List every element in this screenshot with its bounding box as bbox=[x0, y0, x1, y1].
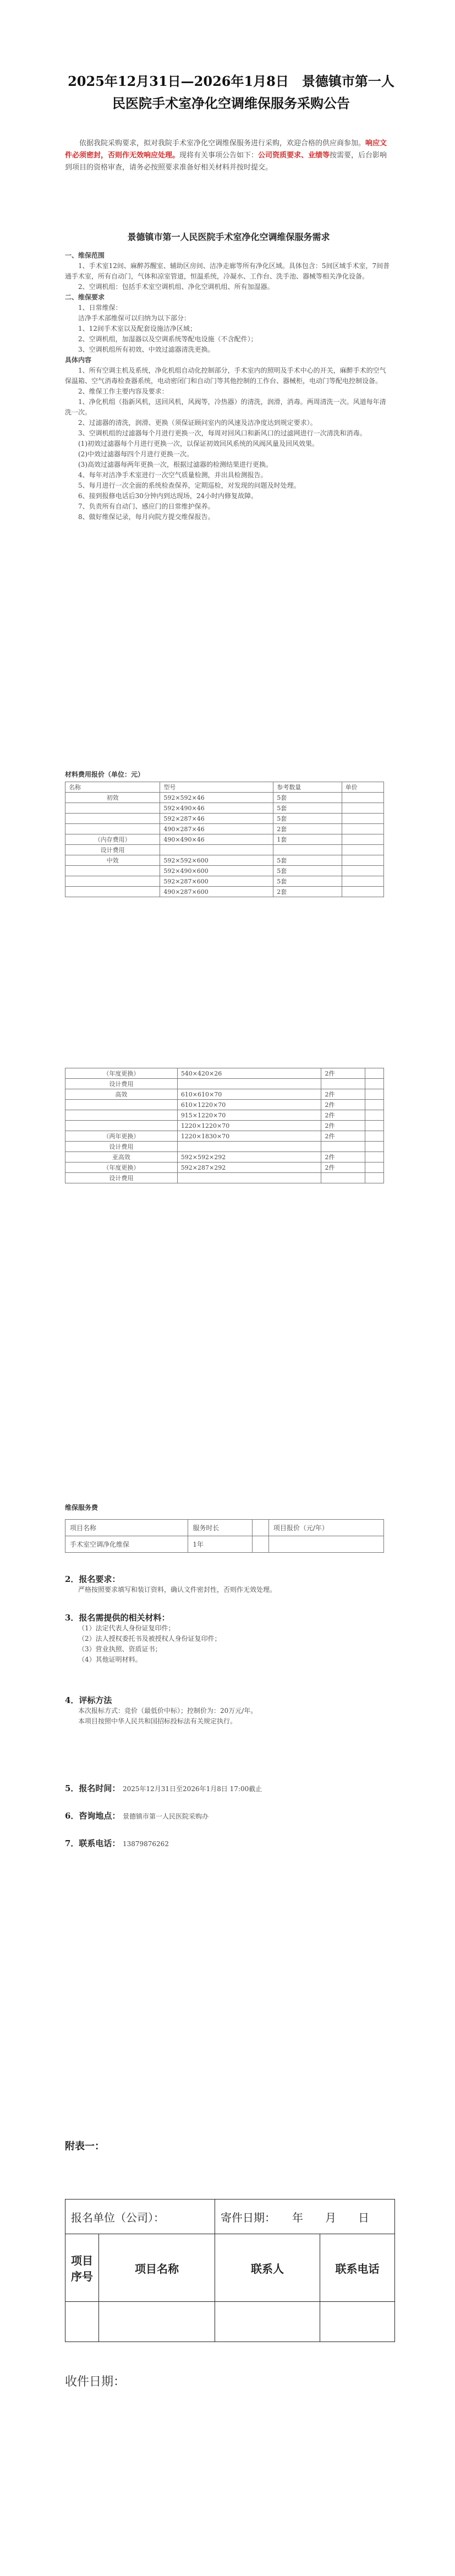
intro-text-3: 按需要，后台影响到项目的资格审查，请务必按照要求准备好相关材料并按时提交。 bbox=[65, 151, 387, 172]
table-row bbox=[65, 814, 384, 824]
cell-qty: 2件 bbox=[321, 1089, 365, 1100]
day-label: 日 bbox=[358, 2211, 369, 2224]
cell-price bbox=[342, 866, 383, 876]
cell-price bbox=[365, 1121, 384, 1131]
material-price-table-2 bbox=[65, 1068, 384, 1183]
table-row bbox=[65, 1100, 384, 1110]
cell-cat bbox=[65, 814, 160, 824]
cell-price bbox=[365, 1079, 384, 1089]
cell-seq[interactable] bbox=[65, 2302, 99, 2342]
cell-qty: 5套 bbox=[273, 803, 342, 814]
intro-highlight-2: 公司资质要求、业绩等 bbox=[258, 151, 330, 160]
requirement-line: 2、空调机组，加湿器以及空调系统等配电设施（不含配件）； bbox=[78, 335, 257, 343]
cell-cat bbox=[65, 824, 160, 834]
cell-cat bbox=[65, 1100, 178, 1110]
list-item: （4）其他证明材料。 bbox=[78, 1656, 142, 1663]
unit-cell[interactable] bbox=[65, 2200, 215, 2234]
cell-model: 490×287×46 bbox=[160, 824, 273, 834]
table-row bbox=[65, 1163, 384, 1173]
list-item: （3）营业执照、资质证书； bbox=[78, 1645, 162, 1653]
section-2-title: 2．报名要求： bbox=[65, 1574, 120, 1584]
registration-form-table bbox=[65, 2199, 395, 2342]
cell-cat: 设计费用 bbox=[65, 1142, 178, 1152]
cell-qty bbox=[321, 1142, 365, 1152]
cell-model bbox=[177, 1079, 321, 1089]
cell-cat: 设计费用 bbox=[65, 845, 160, 855]
svc-cell-blank bbox=[252, 1536, 268, 1553]
section-5-body: 2025年12月31日至2026年1月8日 17:00截止 bbox=[122, 1785, 262, 1793]
header-price: 单价 bbox=[342, 782, 383, 793]
intro-text-2: 现将有关事项公告如下： bbox=[179, 151, 259, 160]
section-7-body: 13879876262 bbox=[122, 1840, 169, 1848]
cell-model: 592×287×46 bbox=[160, 814, 273, 824]
requirement-line: (2)中效过滤器每四个月进行更换一次。 bbox=[78, 450, 193, 458]
requirement-line: 1、手术室12间、麻醉苏醒室、辅助区房间、洁净走廊等所有净化区域。具体包含：5间区域手术室，7间普通手术室，所有自动门，气体和凉室管道，恒温系统，冷凝水、工作台、洗手池、器械等相关净化设备。 bbox=[65, 262, 390, 280]
cell-cat: 高效 bbox=[65, 1089, 178, 1100]
section-signup-requirements bbox=[65, 1574, 392, 1595]
intro-text-1: 依据我院采购要求，拟对我院手术室净化空调维保服务进行采购，欢迎合格的供应商参加。 bbox=[79, 139, 366, 148]
table-row bbox=[65, 824, 384, 834]
intro-highlight-1: 响应文件必须密封，否则作无效响应处理。 bbox=[65, 139, 387, 160]
svc-header-blank bbox=[252, 1520, 268, 1536]
section-3-title: 3．报名需提供的相关材料： bbox=[65, 1613, 170, 1623]
header-phone: 联系电话 bbox=[320, 2234, 395, 2302]
svc-header-price: 项目报价（元/年） bbox=[268, 1520, 383, 1536]
cell-cat: 中效 bbox=[65, 855, 160, 866]
svc-header-name: 项目名称 bbox=[65, 1520, 188, 1536]
cell-qty: 5套 bbox=[273, 793, 342, 803]
cell-price bbox=[365, 1131, 384, 1142]
cell-qty bbox=[273, 845, 342, 855]
table-row bbox=[65, 1142, 384, 1152]
section-4-note: 本项目按照中华人民共和国招标投标法有关规定执行。 bbox=[78, 1717, 237, 1725]
cell-qty: 2件 bbox=[321, 1100, 365, 1110]
requirement-line: 2、维保工作主要内容及要求： bbox=[78, 388, 168, 395]
cell-cat: （两年更换） bbox=[65, 1131, 178, 1142]
header-qty: 参考数量 bbox=[273, 782, 342, 793]
cell-price bbox=[365, 1100, 384, 1110]
cell-model: 610×610×70 bbox=[177, 1089, 321, 1100]
cell-price bbox=[342, 834, 383, 845]
section-7-title: 7．联系电话： bbox=[65, 1838, 116, 1848]
cell-cat: 亚高效 bbox=[65, 1152, 178, 1163]
cell-qty bbox=[321, 1079, 365, 1089]
cell-cat bbox=[65, 876, 160, 887]
cell-model bbox=[160, 845, 273, 855]
cell-model bbox=[177, 1173, 321, 1183]
table-row bbox=[65, 793, 384, 803]
cell-model: 1220×1220×70 bbox=[177, 1121, 321, 1131]
cell-price bbox=[342, 855, 383, 866]
section-5-title: 5．报名时间： bbox=[65, 1783, 116, 1793]
table-row bbox=[65, 1110, 384, 1121]
month-label: 月 bbox=[325, 2211, 336, 2224]
section-evaluation bbox=[65, 1695, 392, 1727]
cell-model: 610×1220×70 bbox=[177, 1100, 321, 1110]
section-location bbox=[65, 1811, 392, 1822]
header-model: 型号 bbox=[160, 782, 273, 793]
cell-contact[interactable] bbox=[215, 2302, 320, 2342]
cell-qty: 2件 bbox=[321, 1110, 365, 1121]
cell-qty: 2套 bbox=[273, 824, 342, 834]
cell-price bbox=[365, 1068, 384, 1079]
cell-price bbox=[365, 1173, 384, 1183]
cell-model: 592×592×600 bbox=[160, 855, 273, 866]
cell-price bbox=[342, 824, 383, 834]
requirement-line: (1)初效过滤器每个月进行更换一次，以保证初效回风系统的风阀风量及回风效果。 bbox=[78, 440, 319, 447]
section-materials bbox=[65, 1613, 392, 1665]
table-row bbox=[65, 2200, 395, 2234]
cell-price bbox=[342, 803, 383, 814]
cell-qty: 5套 bbox=[273, 866, 342, 876]
header-seq: 项目序号 bbox=[65, 2234, 99, 2302]
requirements-list bbox=[65, 250, 392, 522]
cell-price bbox=[342, 814, 383, 824]
section-signup-time bbox=[65, 1783, 392, 1794]
table-row bbox=[65, 1173, 384, 1183]
table-row bbox=[65, 1536, 384, 1553]
date-cell[interactable] bbox=[215, 2200, 395, 2234]
requirement-line: 5、每月进行一次全面的系统检查保养，定期巡检，对发现的问题及时处理。 bbox=[78, 482, 300, 489]
cell-qty: 2件 bbox=[321, 1068, 365, 1079]
cell-qty: 2套 bbox=[273, 887, 342, 897]
cell-model: 592×287×292 bbox=[177, 1163, 321, 1173]
table-row bbox=[65, 834, 384, 845]
requirement-line: 7、负责所有自动门、感应门的日常维护保养。 bbox=[78, 503, 215, 510]
cell-model: 592×287×600 bbox=[160, 876, 273, 887]
requirement-line: 4、每年对洁净手术室进行一次空气质量检测，并出具检测报告。 bbox=[78, 471, 267, 479]
requirement-line: 1、所有空调主机及系统，净化机组自动化控制部分，手术室内的照明及手术中心的开关，麻醉手术的空气保温箱、空气消毒检查器系统，电动密闭门和自动门等其他控制的工作台、器械柜，电动门等配电控制设备。 bbox=[65, 367, 386, 385]
requirement-line: 一、维保范围 bbox=[65, 252, 105, 259]
cell-model: 592×490×600 bbox=[160, 866, 273, 876]
cell-cat bbox=[65, 1110, 178, 1121]
cell-model: 592×592×46 bbox=[160, 793, 273, 803]
cell-qty: 2件 bbox=[321, 1131, 365, 1142]
requirement-line: 2、空调机组：包括手术室空调机组、净化空调机组、所有加湿器。 bbox=[78, 283, 274, 291]
requirement-line: 2、过滤器的清洗，润滑、更换（须保证顾问室内的风速及洁净度达到规定要求）。 bbox=[78, 419, 317, 427]
intro-paragraph bbox=[65, 138, 392, 174]
cell-cat bbox=[65, 1121, 178, 1131]
cell-price bbox=[342, 887, 383, 897]
table-row[interactable] bbox=[65, 2302, 395, 2342]
cell-cat: （年度更换） bbox=[65, 1163, 178, 1173]
table-row bbox=[65, 887, 384, 897]
cell-price bbox=[365, 1089, 384, 1100]
requirement-line: 6、接到报修电话后30分钟内到达现场，24小时内修复故障。 bbox=[78, 492, 258, 500]
header-contact: 联系人 bbox=[215, 2234, 320, 2302]
cell-model: 915×1220×70 bbox=[177, 1110, 321, 1121]
cell-model: 490×490×46 bbox=[160, 834, 273, 845]
page-title: 2025年12月31日—2026年1月8日 景德镇市第一人民医院手术室净化空调维保服务采购公告 bbox=[68, 73, 394, 111]
material-price-table bbox=[65, 782, 384, 897]
requirement-line: 3、空调机组的过滤器每个月进行更换一次，每周对回风口和新风口的过滤网进行一次清洗和消毒。 bbox=[78, 429, 366, 437]
cell-qty bbox=[321, 1173, 365, 1183]
list-item: （1）法定代表人身份证复印件； bbox=[78, 1624, 175, 1632]
cell-model: 592×490×46 bbox=[160, 803, 273, 814]
requirement-line: 二、维保要求 bbox=[65, 293, 105, 301]
cell-price bbox=[365, 1152, 384, 1163]
date-label: 寄件日期： bbox=[221, 2211, 270, 2224]
cell-project[interactable] bbox=[99, 2302, 215, 2342]
cell-cat bbox=[65, 887, 160, 897]
requirement-line: 3、空调机组所有初效、中效过滤器清洗更换。 bbox=[78, 346, 215, 353]
cell-cat: （年度更换） bbox=[65, 1068, 178, 1079]
cell-model bbox=[177, 1142, 321, 1152]
table-header-row bbox=[65, 1520, 384, 1536]
table-row bbox=[65, 1089, 384, 1100]
list-item: （2）法人授权委托书及被授权人身份证复印件； bbox=[78, 1635, 221, 1642]
requirement-line: 洁净手术部维保可以归纳为以下部分： bbox=[78, 314, 191, 322]
section-6-title: 6．咨询地点： bbox=[65, 1811, 116, 1821]
cell-price bbox=[365, 1142, 384, 1152]
cell-qty: 2件 bbox=[321, 1163, 365, 1173]
svc-cell-name: 手术室空调净化维保 bbox=[65, 1536, 188, 1553]
cell-qty: 5套 bbox=[273, 876, 342, 887]
cell-qty: 2件 bbox=[321, 1121, 365, 1131]
cell-phone[interactable] bbox=[320, 2302, 395, 2342]
section-2-body: 严格按照要求填写和装订资料，确认文件密封性，否则作无效处理。 bbox=[78, 1586, 277, 1593]
table-row bbox=[65, 803, 384, 814]
requirements-title: 景德镇市第一人民医院手术室净化空调维保服务需求 bbox=[127, 232, 330, 242]
cell-cat: 设计费用 bbox=[65, 1173, 178, 1183]
table-row bbox=[65, 1068, 384, 1079]
cell-qty: 5套 bbox=[273, 855, 342, 866]
cell-model: 1220×1830×70 bbox=[177, 1131, 321, 1142]
cell-cat: 设计费用 bbox=[65, 1079, 178, 1089]
requirement-line: 具体内容 bbox=[65, 356, 92, 364]
cell-cat bbox=[65, 803, 160, 814]
requirement-line: 1、12间手术室以及配套设施洁净区域； bbox=[78, 325, 196, 332]
table-row bbox=[65, 1131, 384, 1142]
service-table-label: 维保服务费 bbox=[65, 1504, 98, 1511]
cell-price bbox=[342, 845, 383, 855]
cell-price bbox=[342, 876, 383, 887]
table-row bbox=[65, 855, 384, 866]
unit-label: 报名单位（公司）： bbox=[71, 2211, 165, 2224]
section-contact bbox=[65, 1838, 392, 1849]
header-project: 项目名称 bbox=[99, 2234, 215, 2302]
header-name: 名称 bbox=[65, 782, 160, 793]
cell-model: 540×420×26 bbox=[177, 1068, 321, 1079]
table-row bbox=[65, 1121, 384, 1131]
section-6-body: 景德镇市第一人民医院采购办 bbox=[122, 1813, 209, 1820]
cell-cat: 初效 bbox=[65, 793, 160, 803]
service-price-table bbox=[65, 1519, 384, 1553]
table-row bbox=[65, 866, 384, 876]
requirement-line: (3)高效过滤器每两年更换一次，根据过滤器的检测结果进行更换。 bbox=[78, 461, 273, 468]
requirement-line: 8、做好维保记录，每月向院方提交维保报告。 bbox=[78, 513, 215, 521]
table-row bbox=[65, 1079, 384, 1089]
cell-model: 490×287×600 bbox=[160, 887, 273, 897]
section-4-body: 本次报标方式：竞价（最低价中标）；控制价为：20万元/年。 bbox=[78, 1707, 257, 1715]
material-table-title: 材料费用报价（单位：元） bbox=[65, 771, 145, 778]
received-date-label: 收件日期： bbox=[65, 2375, 126, 2389]
table-header-row bbox=[65, 2234, 395, 2302]
cell-model: 592×592×292 bbox=[177, 1152, 321, 1163]
table-row bbox=[65, 876, 384, 887]
section-4-title: 4．评标方法 bbox=[65, 1695, 112, 1705]
cell-cat bbox=[65, 866, 160, 876]
cell-qty: 2件 bbox=[321, 1152, 365, 1163]
cell-price bbox=[365, 1163, 384, 1173]
table-row bbox=[65, 1152, 384, 1163]
cell-qty: 5套 bbox=[273, 814, 342, 824]
svc-header-duration: 服务时长 bbox=[188, 1520, 252, 1536]
annex-title: 附表一： bbox=[65, 2141, 105, 2152]
requirement-line: 1、净化机组（指新风机，送回风机，风阀等，冷热器）的清洗，润滑，消毒。两周清洗一次。风道每年清洗一次。 bbox=[65, 398, 386, 416]
table-header-row bbox=[65, 782, 384, 793]
svc-cell-duration: 1年 bbox=[188, 1536, 252, 1553]
table-row bbox=[65, 845, 384, 855]
year-label: 年 bbox=[292, 2211, 303, 2224]
cell-price bbox=[365, 1110, 384, 1121]
cell-qty: 1套 bbox=[273, 834, 342, 845]
svc-cell-price bbox=[268, 1536, 383, 1553]
cell-price bbox=[342, 793, 383, 803]
requirement-line: 1、日常维保： bbox=[78, 304, 122, 312]
cell-cat: （内存费用） bbox=[65, 834, 160, 845]
